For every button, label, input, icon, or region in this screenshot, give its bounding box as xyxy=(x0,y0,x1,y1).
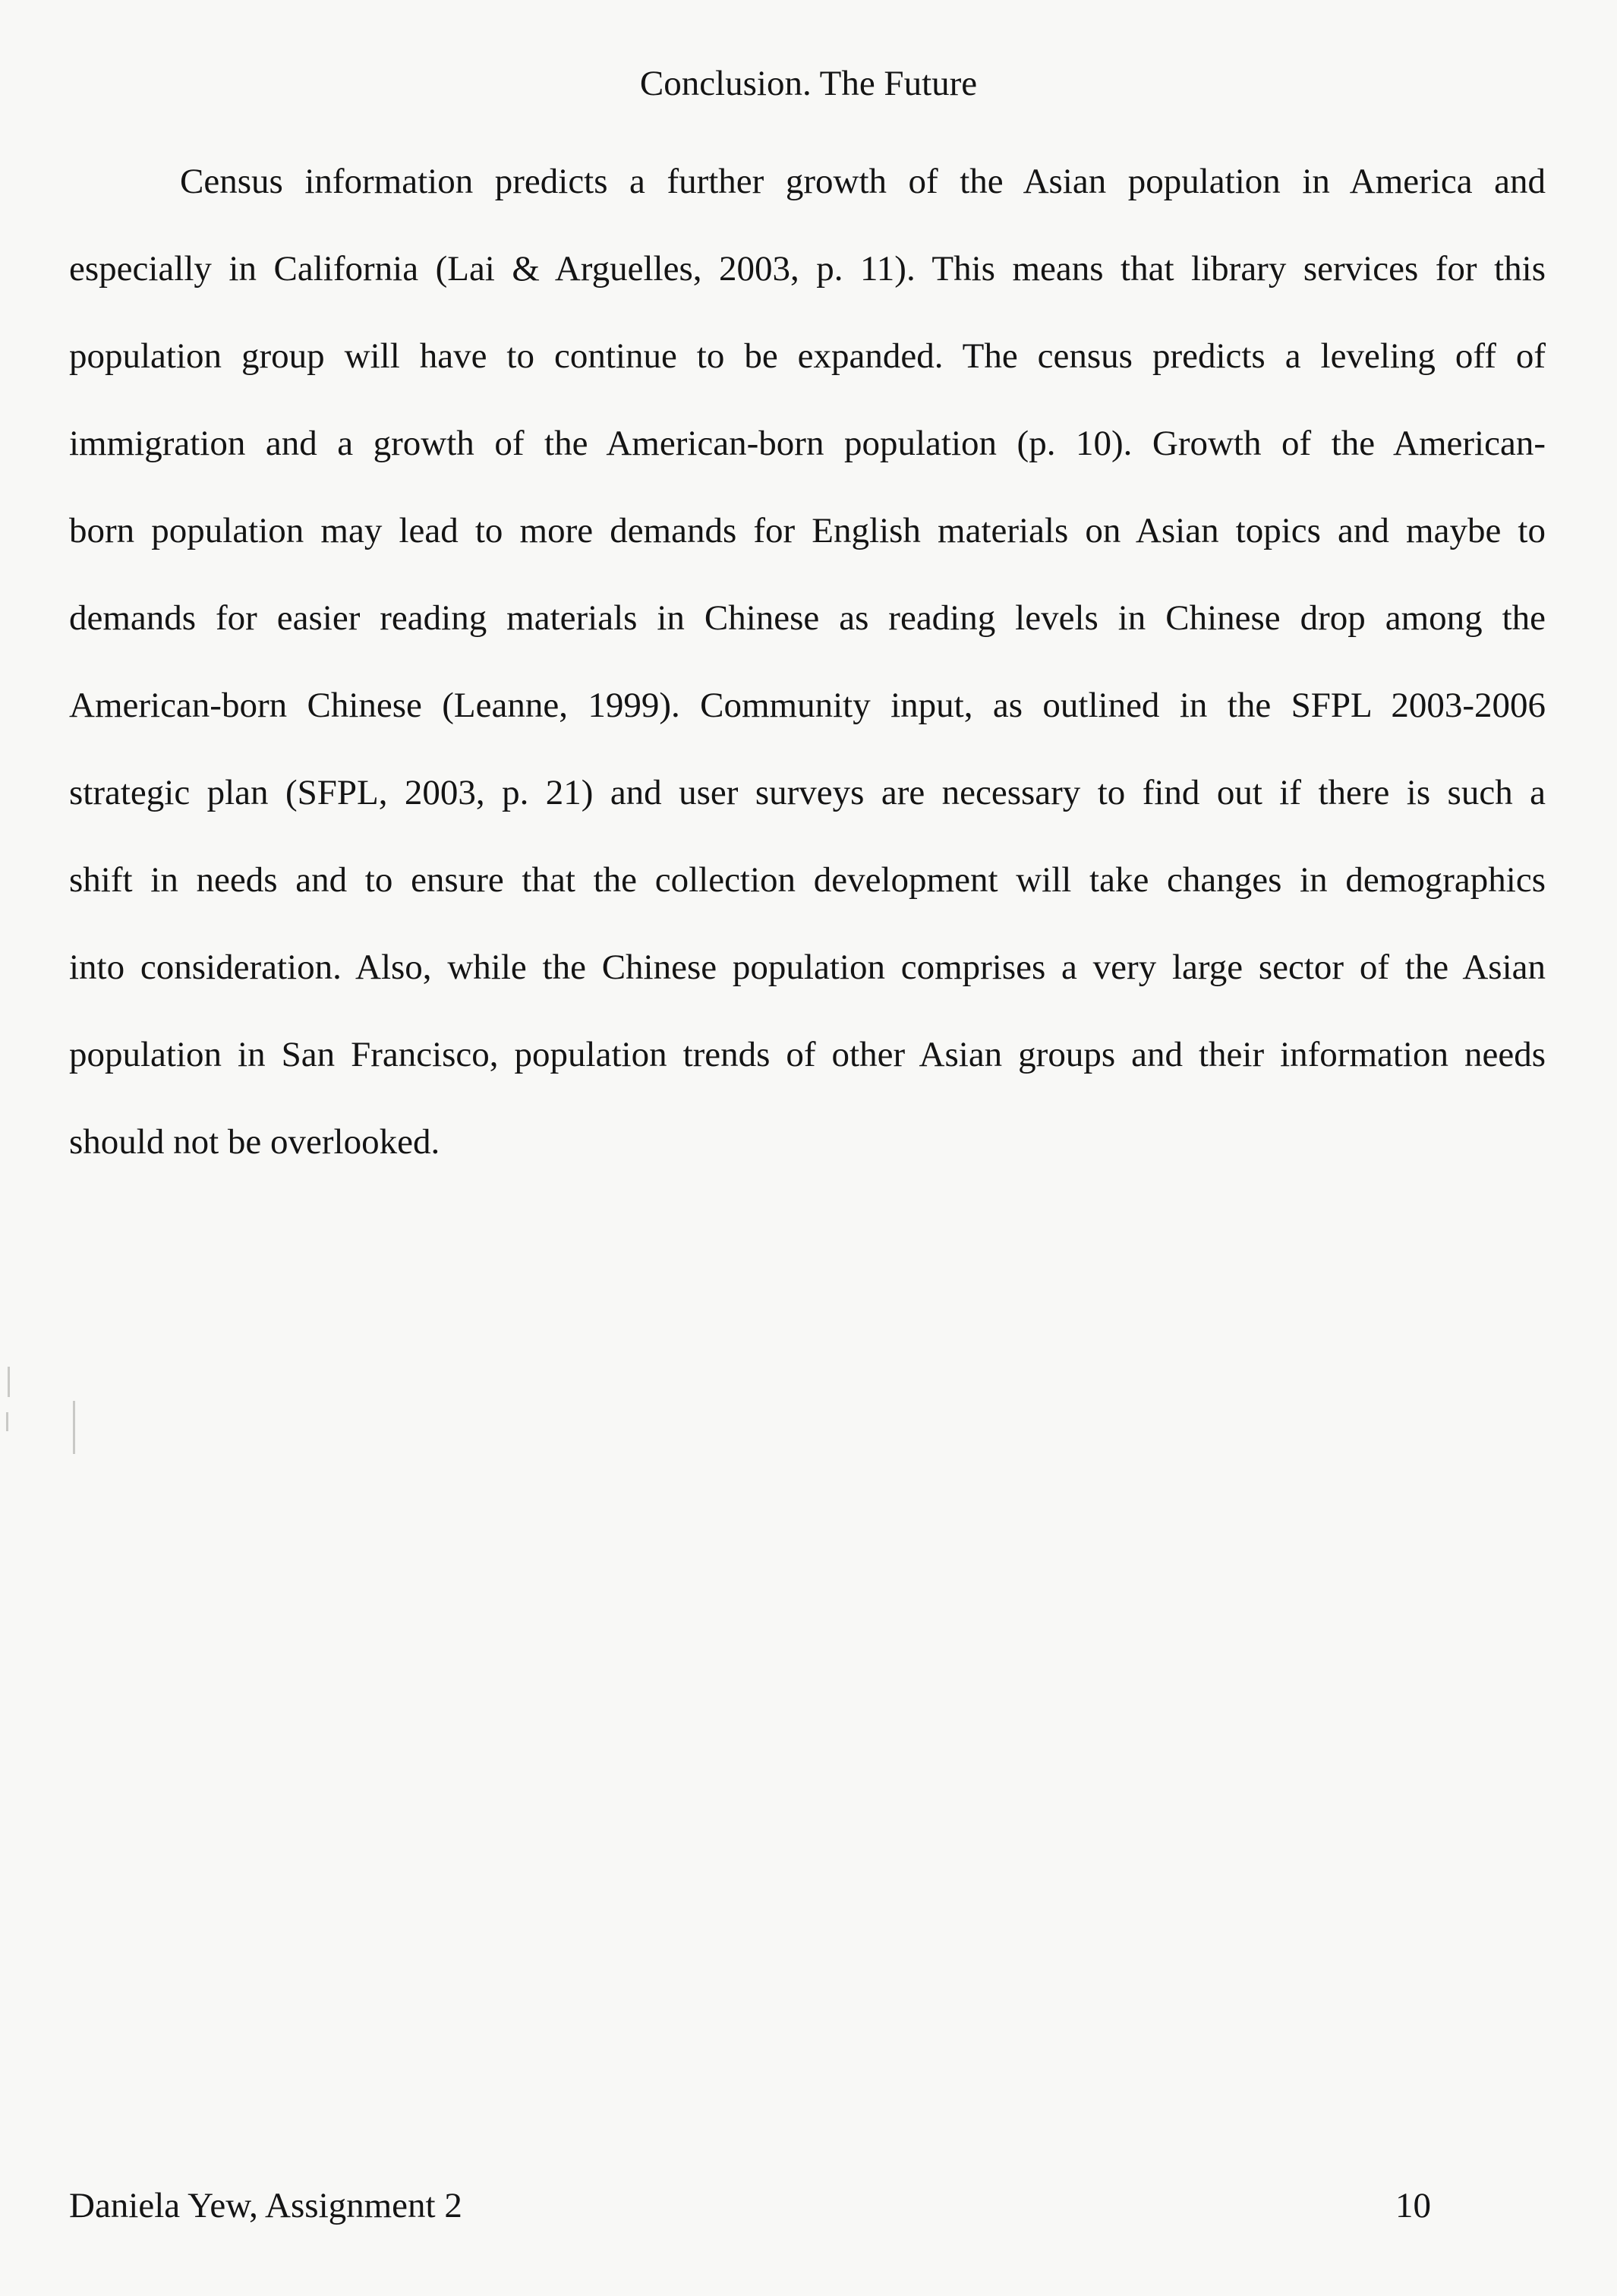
scan-artifact xyxy=(73,1401,75,1454)
paragraph-line: into consideration. Also, while the Chinese population comprises a very large sector of the Asian xyxy=(69,948,1546,987)
paragraph-line: shift in needs and to ensure that the collection development will take changes in demographics xyxy=(69,860,1546,900)
scan-artifact xyxy=(8,1367,10,1397)
paragraph-line: born population may lead to more demands for English materials on Asian topics and maybe to xyxy=(69,511,1546,550)
paragraph-line: Census information predicts a further growth of the Asian population in America and xyxy=(180,162,1546,201)
paragraph-line: strategic plan (SFPL, 2003, p. 21) and user surveys are necessary to find out if there is such a xyxy=(69,773,1546,812)
paragraph-line: American-born Chinese (Leanne, 1999). Community input, as outlined in the SFPL 2003-2006 xyxy=(69,686,1546,725)
paragraph-line: should not be overlooked. xyxy=(69,1122,440,1162)
scan-artifact xyxy=(6,1412,8,1431)
paragraph-line: demands for easier reading materials in Chinese as reading levels in Chinese drop among the xyxy=(69,598,1546,638)
body-paragraph xyxy=(69,138,1546,1186)
paragraph-line: immigration and a growth of the American-born population (p. 10). Growth of the American- xyxy=(69,424,1546,463)
page-number: 10 xyxy=(1395,2186,1431,2225)
page-title: Conclusion. The Future xyxy=(639,64,978,103)
paragraph-line: especially in California (Lai & Arguelles, 2003, p. 11). This means that library services for this xyxy=(69,249,1546,289)
footer-author-assignment: Daniela Yew, Assignment 2 xyxy=(69,2186,462,2225)
paragraph-line: population group will have to continue to be expanded. The census predicts a leveling off of xyxy=(69,336,1546,376)
paragraph-line: population in San Francisco, population trends of other Asian groups and their information needs xyxy=(69,1035,1546,1074)
